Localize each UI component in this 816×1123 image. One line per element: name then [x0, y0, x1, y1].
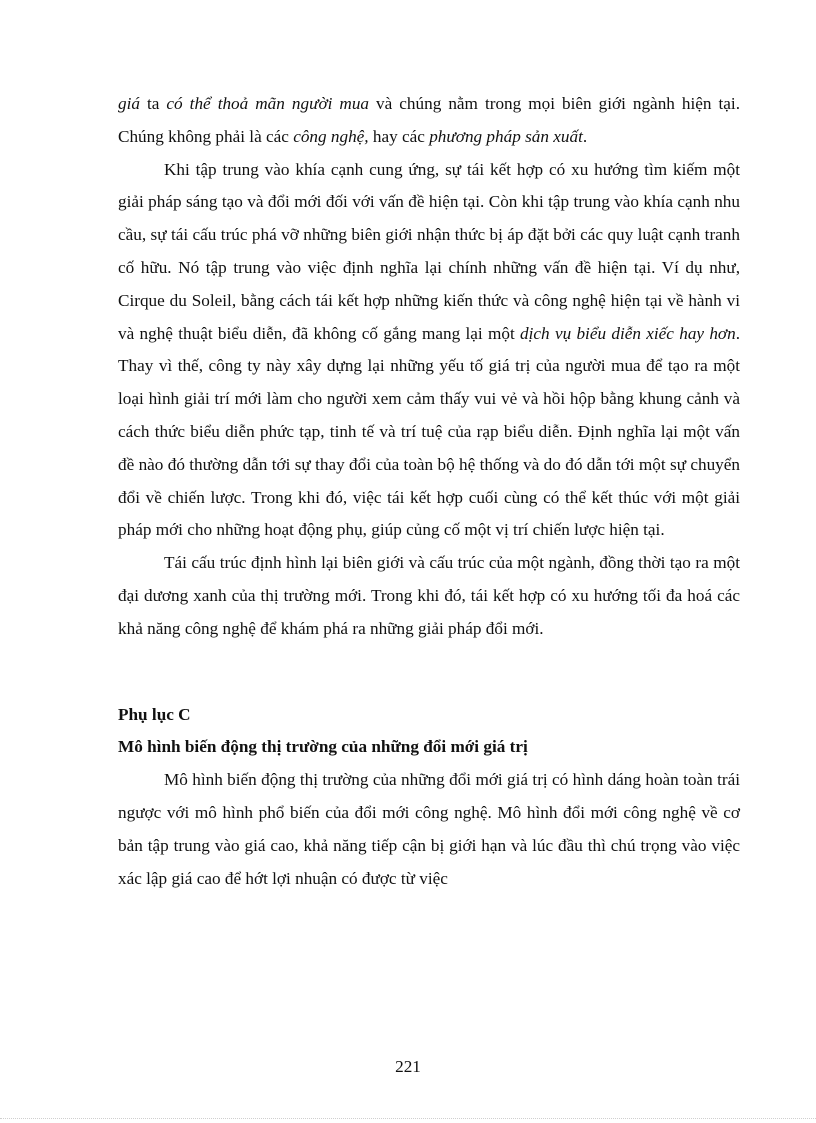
- text-span: và chúng nằm trong mọi biên giới ngành hiện tại. Chúng không phải là các: [118, 94, 740, 146]
- appendix-title: Mô hình biến động thị trường của những đổi mới giá trị: [118, 737, 528, 757]
- paragraph-restructuring: Tái cấu trúc định hình lại biên giới và cấu trúc của một ngành, đồng thời tạo ra một đại dương xanh của thị trường mới. Trong khi đó, tái kết hợp có xu hướng tối đa hoá các khả năng công nghệ để khám phá ra những giải pháp đổi mới.: [118, 553, 740, 638]
- text-span: ta: [139, 94, 167, 113]
- text-italic: phương pháp sản xuất: [429, 126, 583, 146]
- text-span: . Thay vì thế, công ty này xây dựng lại những yếu tố giá trị của người mua để tạo ra một loại hình giải trí mới làm cho người xem cảm thấy vui vẻ và hồi hộp bằng khung cảnh và cách thức biểu diễn phức tạp, tinh tế và trí tuệ của rạp biểu diễn. Định nghĩa lại một vấn đề nào đó thường dẫn tới sự thay đổi của toàn bộ hệ thống và do đó dẫn tới một sự chuyển đổi về chiến lược. Trong khi đó, việc tái kết hợp cuối cùng có thể kết thúc với một giải pháp mới cho những hoạt động phụ, giúp củng cố một vị trí chiến lược hiện tại.: [118, 323, 740, 540]
- page-bottom-divider: [0, 1118, 816, 1119]
- appendix-label: Phụ lục C: [118, 704, 191, 724]
- text-italic: giá: [118, 94, 140, 113]
- paragraph-continuation: [118, 88, 740, 154]
- text-span: .: [582, 126, 588, 146]
- text-span: hay các: [368, 126, 430, 146]
- text-italic: có thể thoả mãn người mua: [166, 94, 370, 113]
- paragraph-supply-demand: [118, 154, 740, 548]
- text-italic: công nghệ,: [293, 126, 369, 146]
- text-italic: dịch vụ biểu diễn xiếc hay hơn: [520, 323, 736, 343]
- page-number: 221: [395, 1057, 421, 1076]
- text-span: Khi tập trung vào khía cạnh cung ứng, sự tái kết hợp có xu hướng tìm kiếm một giải pháp sáng tạo và đổi mới đối với vấn đề hiện tại. Còn khi tập trung vào khía cạnh nhu cầu, sự tái cấu trúc phá vỡ những biên giới nhận thức bị áp đặt bởi các quy luật cạnh tranh cố hữu. Nó tập trung vào việc định nghĩa lại chính những vấn đề hiện tại. Ví dụ như, Cirque du Soleil, bằng cách tái kết hợp những kiến thức và công nghệ hiện tại về hành vi và nghệ thuật biểu diễn, đã không cố gắng mang lại một: [118, 159, 740, 343]
- document-page: [118, 88, 740, 895]
- paragraph-market-dynamics: Mô hình biến động thị trường của những đổi mới giá trị có hình dáng hoàn toàn trái ngược với mô hình phổ biến của đổi mới công nghệ. Mô hình đổi mới công nghệ về cơ bản tập trung vào giá cao, khả năng tiếp cận bị giới hạn và lúc đầu thì chú trọng vào việc xác lập giá cao để hớt lợi nhuận có được từ việc: [118, 770, 740, 888]
